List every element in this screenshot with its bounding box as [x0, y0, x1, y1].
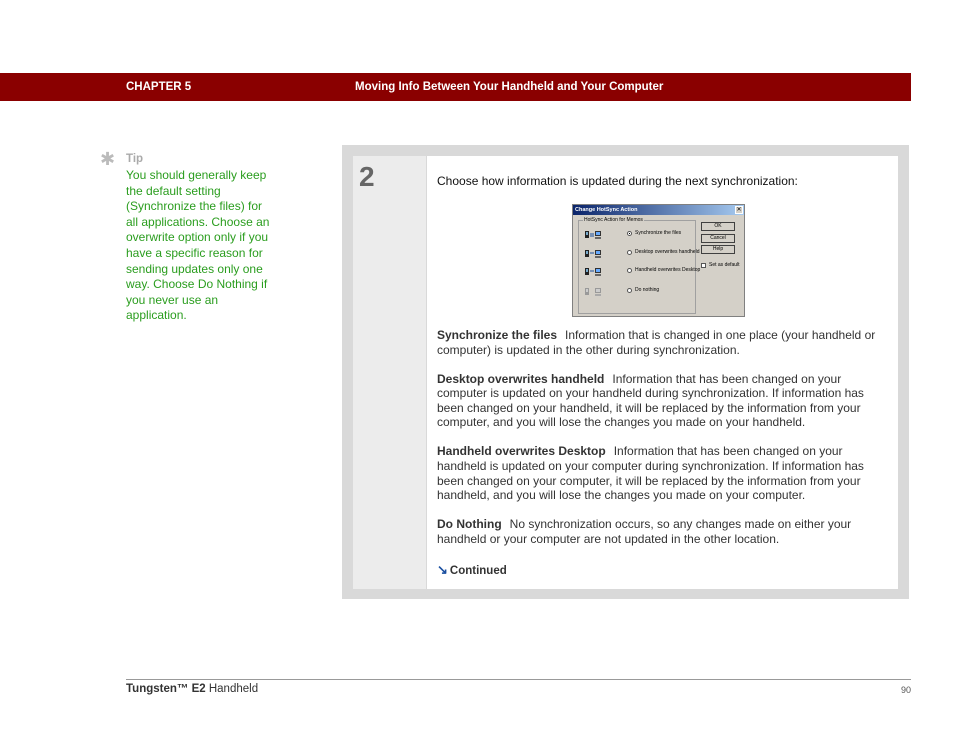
radio-do-nothing [627, 288, 632, 293]
radio-handheld-overwrites [627, 268, 632, 273]
definition-term: Handheld overwrites Desktop [437, 444, 606, 459]
definition-text: Information that has been changed on your handheld is updated on your computer during synchronization. If information has been changed on your computer, it will be replaced by the information from your handheld, and you will lose the changes you made on your computer. [437, 444, 864, 503]
page-number: 90 [900, 685, 911, 695]
hotsync-action-dialog-screenshot [572, 204, 745, 317]
definition-term: Desktop overwrites handheld [437, 371, 605, 386]
tip-text: You should generally keep the default setting (Synchronize the files) for all applications. Choose an overwrite option only if you have a specific reason for sending updates only one way. Choose Do Nothing if you never use an application. [126, 168, 270, 323]
dialog-option-handheld-overwrites [585, 267, 701, 277]
definition-text: Information that has been changed on your computer is updated on your handheld during synchronization. If information has been changed on your handheld, it will be replaced by the information from your computer, and you will lose the changes you made on your handheld. [437, 371, 864, 430]
handheld-to-desktop-icon [585, 267, 601, 276]
dialog-ok-button: OK [701, 222, 735, 231]
radio-desktop-overwrites [627, 250, 632, 255]
definition-text: Information that is changed in one place (your handheld or computer) is updated in the other during synchronization. [437, 328, 876, 357]
dialog-title: Change HotSync Action [573, 205, 744, 215]
option-label: Desktop overwrites handheld [635, 249, 700, 255]
definition-item [437, 444, 889, 502]
dialog-option-do-nothing [585, 287, 695, 297]
close-icon: ✕ [736, 207, 742, 213]
dialog-option-desktop-overwrites [585, 249, 700, 259]
set-as-default-checkbox [701, 263, 706, 268]
arrow-down-right-icon: ↘ [437, 562, 448, 577]
step-number: 2 [359, 161, 375, 192]
do-nothing-icon [585, 287, 601, 296]
definition-text: No synchronization occurs, so any changes made on either your handheld or your computer are not updated in the other location. [437, 517, 852, 546]
definition-term: Synchronize the files [437, 328, 558, 342]
definition-term: Do Nothing [437, 517, 502, 532]
option-label: Synchronize the files [635, 230, 682, 236]
definition-item [437, 328, 889, 357]
set-as-default-label: Set as default [709, 262, 740, 268]
tip-label: Tip [126, 153, 144, 165]
continued-link[interactable] [437, 562, 507, 578]
chapter-header [0, 73, 911, 101]
dialog-group-label: HotSync Action for Memos [584, 217, 643, 223]
dialog-group [578, 217, 701, 314]
step-content [427, 156, 898, 589]
footer-brand: Tungsten™ E2 [126, 683, 206, 695]
sync-both-icon [585, 230, 601, 239]
chapter-label: CHAPTER 5 [126, 81, 192, 93]
definition-item [437, 372, 889, 430]
definitions-list [437, 328, 889, 561]
definition-item [437, 517, 889, 546]
step-panel [342, 145, 909, 599]
chapter-title: Moving Info Between Your Handheld and Your Computer [355, 81, 664, 93]
continued-label: Continued [449, 565, 507, 577]
dialog-option-synchronize [585, 230, 695, 240]
option-label: Handheld overwrites Desktop [635, 267, 701, 273]
radio-synchronize [627, 231, 632, 236]
dialog-help-button: Help [701, 245, 735, 254]
footer-divider [126, 679, 911, 680]
dialog-cancel-button: Cancel [701, 234, 735, 243]
option-label: Do nothing [635, 287, 660, 293]
asterisk-icon: ✱ [100, 149, 116, 169]
footer-product-label: Handheld [208, 683, 259, 695]
step-column [353, 156, 426, 589]
desktop-to-handheld-icon [585, 249, 601, 258]
step-intro: Choose how information is updated during the next synchronization: [437, 174, 798, 188]
footer-product [126, 683, 258, 695]
